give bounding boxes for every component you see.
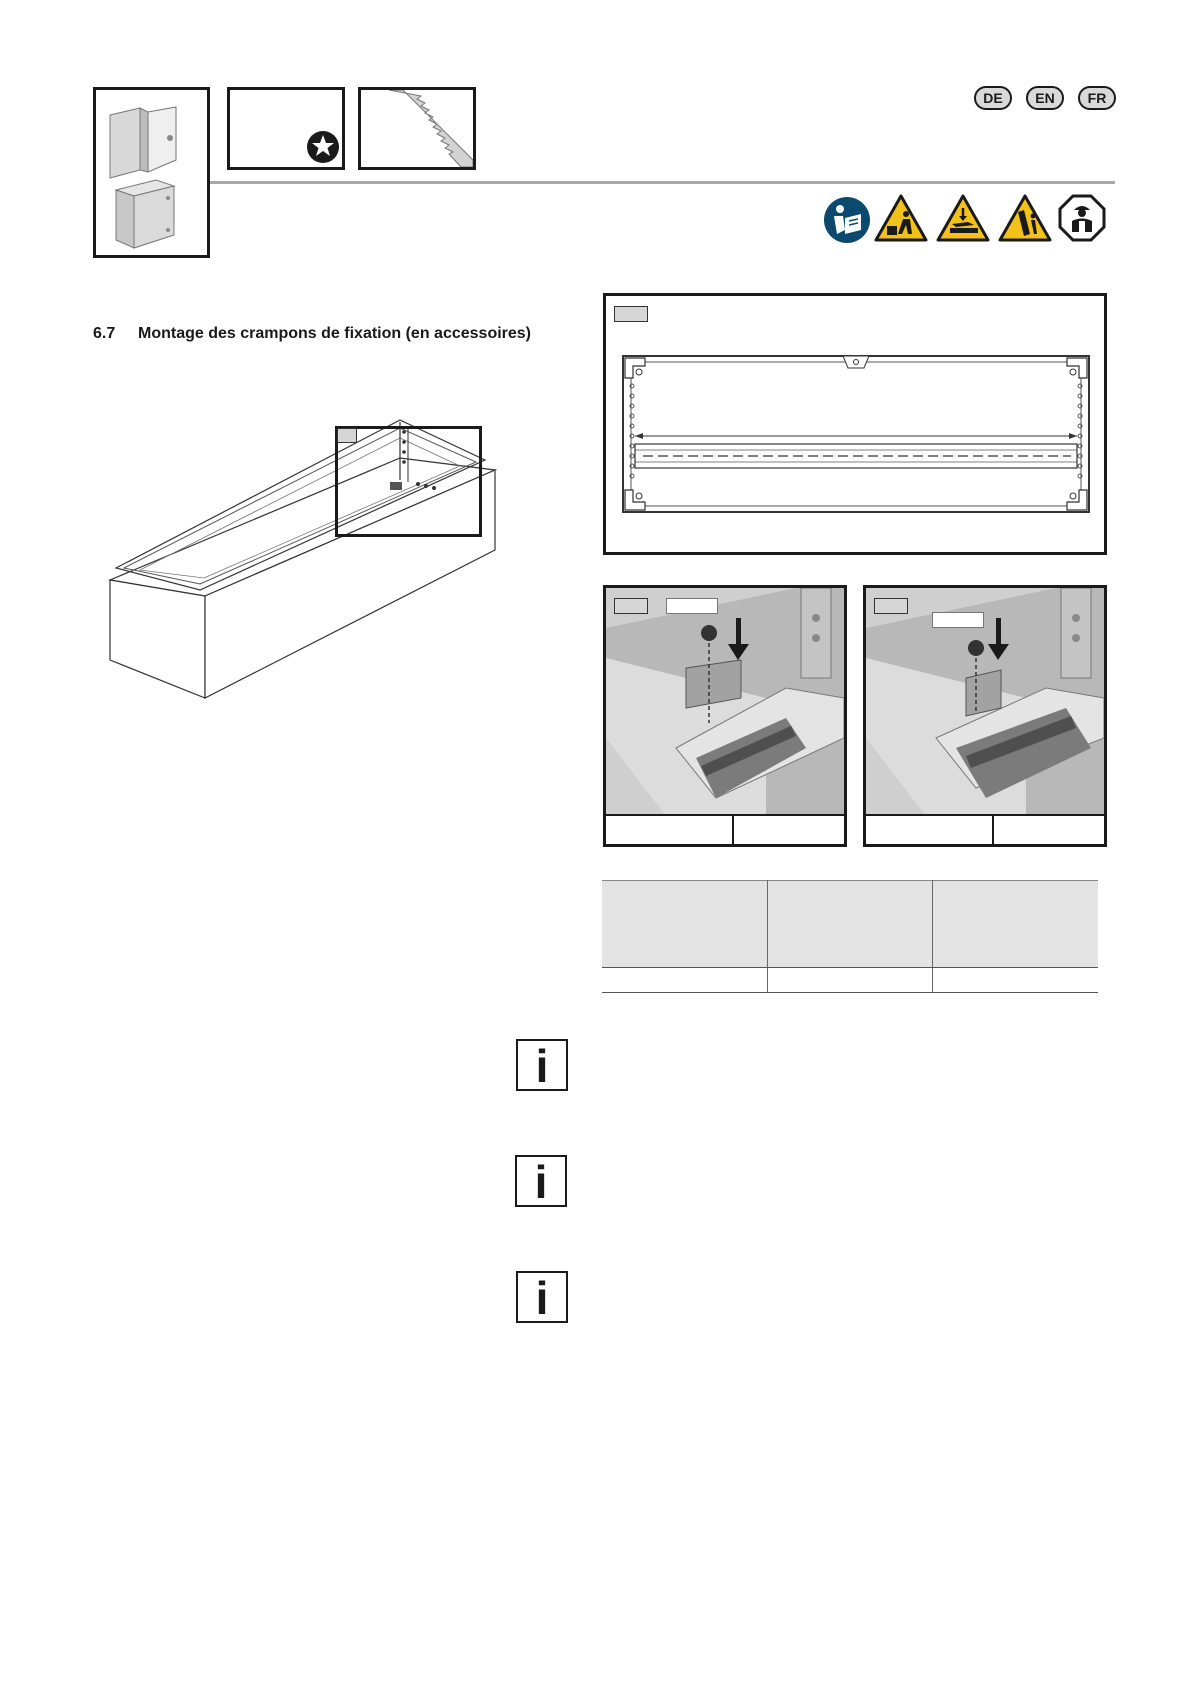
step-2-photo bbox=[866, 588, 1104, 816]
info-icon: i bbox=[535, 1040, 549, 1092]
qualified-person-icon bbox=[1058, 194, 1106, 242]
info-note-3 bbox=[516, 1271, 568, 1323]
saw-icon bbox=[361, 90, 473, 167]
product-thumbnail bbox=[93, 87, 210, 258]
step-1-photo bbox=[606, 588, 844, 816]
lang-en[interactable]: EN bbox=[1026, 86, 1064, 110]
step-1-callout bbox=[666, 598, 718, 614]
din-rail-drawing bbox=[621, 354, 1091, 534]
table-cell bbox=[602, 968, 767, 993]
section-title bbox=[93, 325, 531, 343]
torx-icon bbox=[306, 130, 340, 164]
photo-step-2 bbox=[863, 585, 1107, 847]
lifting-hazard-icon bbox=[874, 194, 928, 242]
info-note-1 bbox=[516, 1039, 568, 1091]
step-2-label-tab bbox=[874, 598, 908, 614]
step-1-label-tab bbox=[614, 598, 648, 614]
photo-step-1 bbox=[603, 585, 847, 847]
detail-callout-box bbox=[335, 426, 482, 537]
lang-fr[interactable]: FR bbox=[1078, 86, 1116, 110]
table-cell bbox=[933, 968, 1098, 993]
table-header-cell bbox=[602, 881, 767, 968]
info-note-2 bbox=[515, 1155, 567, 1207]
crush-hazard-icon bbox=[936, 194, 990, 242]
detail-callout-tab bbox=[337, 428, 357, 443]
header-divider bbox=[210, 181, 1115, 184]
step-2-caption-bar bbox=[866, 814, 1104, 844]
table-header-cell bbox=[767, 881, 933, 968]
table-row bbox=[602, 968, 1098, 993]
din-rail-figure bbox=[603, 293, 1107, 555]
step-2-callout bbox=[932, 612, 984, 628]
figure-label-tab bbox=[614, 306, 648, 322]
tool-torx bbox=[227, 87, 345, 170]
spec-table bbox=[602, 880, 1098, 993]
enclosure-illustration bbox=[96, 90, 207, 255]
section-heading: Montage des crampons de fixation (en accessoires) bbox=[138, 325, 532, 342]
section-number: 6.7 bbox=[93, 325, 116, 342]
info-icon: i bbox=[534, 1156, 548, 1208]
table-cell bbox=[767, 968, 933, 993]
lang-de[interactable]: DE bbox=[974, 86, 1012, 110]
table-header-cell bbox=[933, 881, 1098, 968]
table-header-row bbox=[602, 881, 1098, 968]
read-manual-icon bbox=[823, 196, 871, 244]
falling-hazard-icon bbox=[998, 194, 1052, 242]
info-icon: i bbox=[535, 1272, 549, 1324]
step-1-caption-bar bbox=[606, 814, 844, 844]
tool-saw bbox=[358, 87, 476, 170]
